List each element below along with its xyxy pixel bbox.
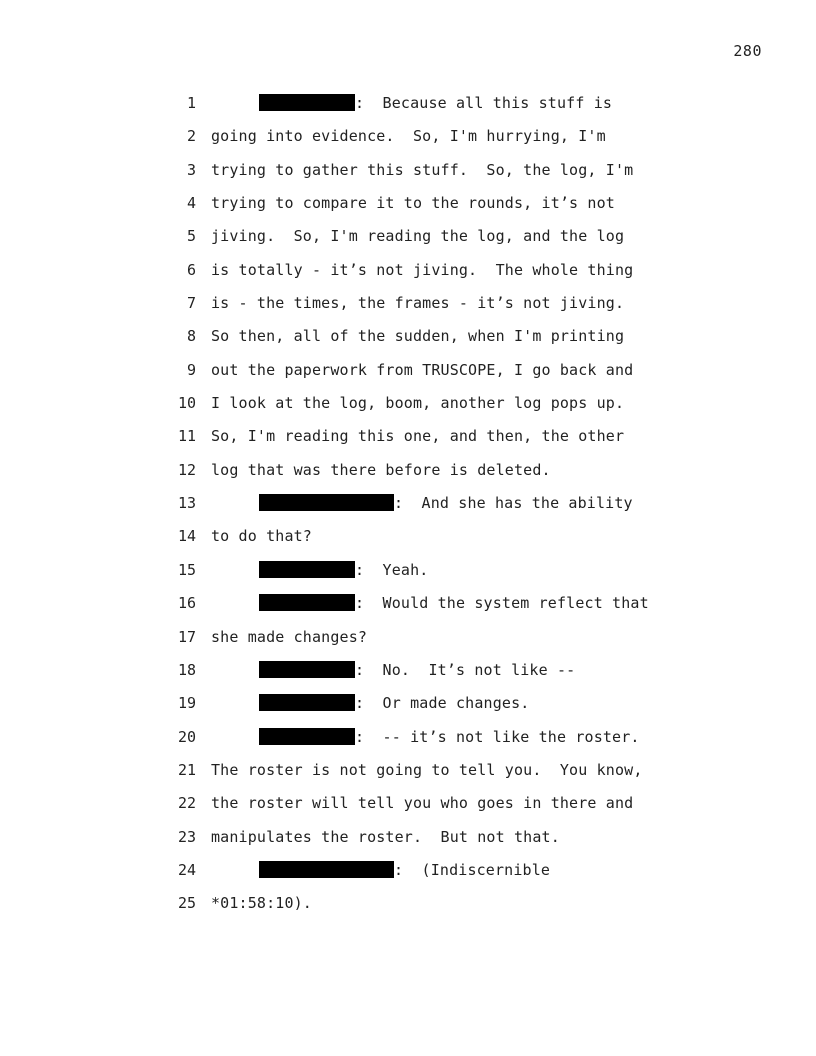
- line-number: 21: [177, 760, 196, 779]
- transcript-line: [0, 454, 816, 487]
- line-number: 20: [177, 727, 196, 746]
- line-number: 23: [177, 827, 196, 846]
- line-text: to do that?: [211, 527, 312, 546]
- line-text: I look at the log, boom, another log pops up.: [211, 394, 625, 413]
- speaker-turn: [259, 587, 649, 620]
- line-text: trying to gather this stuff. So, the log, I'm: [211, 160, 634, 179]
- transcript-line: [0, 154, 816, 187]
- line-number: 17: [177, 627, 196, 646]
- line-number: 14: [177, 527, 196, 546]
- line-number: 8: [186, 327, 196, 346]
- line-number: 10: [177, 394, 196, 413]
- transcript-line: [0, 87, 816, 120]
- line-number: 11: [177, 427, 196, 446]
- page-number: 280: [733, 42, 762, 60]
- line-number: 15: [177, 560, 196, 579]
- line-text: manipulates the roster. But not that.: [211, 827, 560, 846]
- transcript-line: [0, 287, 816, 320]
- transcript-line: [0, 721, 816, 754]
- line-text: trying to compare it to the rounds, it’s not: [211, 194, 615, 213]
- spoken-text: : And she has the ability: [394, 494, 633, 513]
- line-text: The roster is not going to tell you. You know,: [211, 760, 643, 779]
- transcript-line: [0, 120, 816, 153]
- line-number: 13: [177, 494, 196, 513]
- transcript-line: [0, 787, 816, 820]
- speaker-turn: [259, 721, 640, 754]
- spoken-text: : (Indiscernible: [394, 860, 551, 879]
- spoken-text: : Would the system reflect that: [355, 594, 649, 613]
- line-text: the roster will tell you who goes in there and: [211, 794, 634, 813]
- speaker-turn: [259, 854, 550, 887]
- transcript-line: [0, 687, 816, 720]
- line-number: 25: [177, 894, 196, 913]
- transcript-line: [0, 354, 816, 387]
- line-number: 24: [177, 860, 196, 879]
- speaker-turn: [259, 687, 529, 720]
- spoken-text: : Or made changes.: [355, 694, 530, 713]
- line-text: So, I'm reading this one, and then, the other: [211, 427, 625, 446]
- line-text: is - the times, the frames - it’s not jiving.: [211, 294, 625, 313]
- redacted-speaker-name: [259, 728, 355, 745]
- line-text: she made changes?: [211, 627, 368, 646]
- line-number: 4: [186, 194, 196, 213]
- transcript-line: [0, 821, 816, 854]
- line-text: jiving. So, I'm reading the log, and the log: [211, 227, 625, 246]
- transcript-line: [0, 587, 816, 620]
- line-number: 9: [186, 360, 196, 379]
- redacted-speaker-name: [259, 694, 355, 711]
- transcript-line: [0, 254, 816, 287]
- transcript-line: [0, 520, 816, 553]
- line-number: 2: [186, 127, 196, 146]
- line-text: log that was there before is deleted.: [211, 460, 551, 479]
- redacted-speaker-name: [259, 561, 355, 578]
- line-number: 6: [186, 260, 196, 279]
- line-number: 18: [177, 660, 196, 679]
- transcript-line: [0, 887, 816, 920]
- redacted-speaker-name: [259, 594, 355, 611]
- spoken-text: : -- it’s not like the roster.: [355, 727, 640, 746]
- speaker-turn: [259, 654, 575, 687]
- line-number: 3: [186, 160, 196, 179]
- redacted-speaker-name: [259, 661, 355, 678]
- line-number: 19: [177, 694, 196, 713]
- transcript-body: [0, 87, 816, 921]
- transcript-line: [0, 387, 816, 420]
- redacted-speaker-name: [259, 861, 394, 878]
- line-text: is totally - it’s not jiving. The whole thing: [211, 260, 634, 279]
- speaker-turn: [259, 554, 428, 587]
- redacted-speaker-name: [259, 494, 394, 511]
- transcript-line: [0, 187, 816, 220]
- line-number: 12: [177, 460, 196, 479]
- line-text: So then, all of the sudden, when I'm printing: [211, 327, 625, 346]
- transcript-line: [0, 220, 816, 253]
- transcript-line: [0, 621, 816, 654]
- speaker-turn: [259, 487, 633, 520]
- line-number: 7: [186, 294, 196, 313]
- spoken-text: : No. It’s not like --: [355, 660, 576, 679]
- transcript-line: [0, 754, 816, 787]
- redacted-speaker-name: [259, 94, 355, 111]
- transcript-line: [0, 487, 816, 520]
- transcript-line: [0, 854, 816, 887]
- line-text: out the paperwork from TRUSCOPE, I go back and: [211, 360, 634, 379]
- line-number: 1: [186, 94, 196, 112]
- spoken-text: : Because all this stuff is: [355, 94, 613, 112]
- transcript-line: [0, 320, 816, 353]
- speaker-turn: [259, 87, 612, 120]
- line-number: 16: [177, 594, 196, 613]
- transcript-line: [0, 554, 816, 587]
- transcript-line: [0, 654, 816, 687]
- line-number: 5: [186, 227, 196, 246]
- line-number: 22: [177, 794, 196, 813]
- line-text: *01:58:10).: [211, 894, 312, 913]
- line-text: going into evidence. So, I'm hurrying, I'm: [211, 127, 606, 146]
- transcript-line: [0, 420, 816, 453]
- spoken-text: : Yeah.: [355, 560, 429, 579]
